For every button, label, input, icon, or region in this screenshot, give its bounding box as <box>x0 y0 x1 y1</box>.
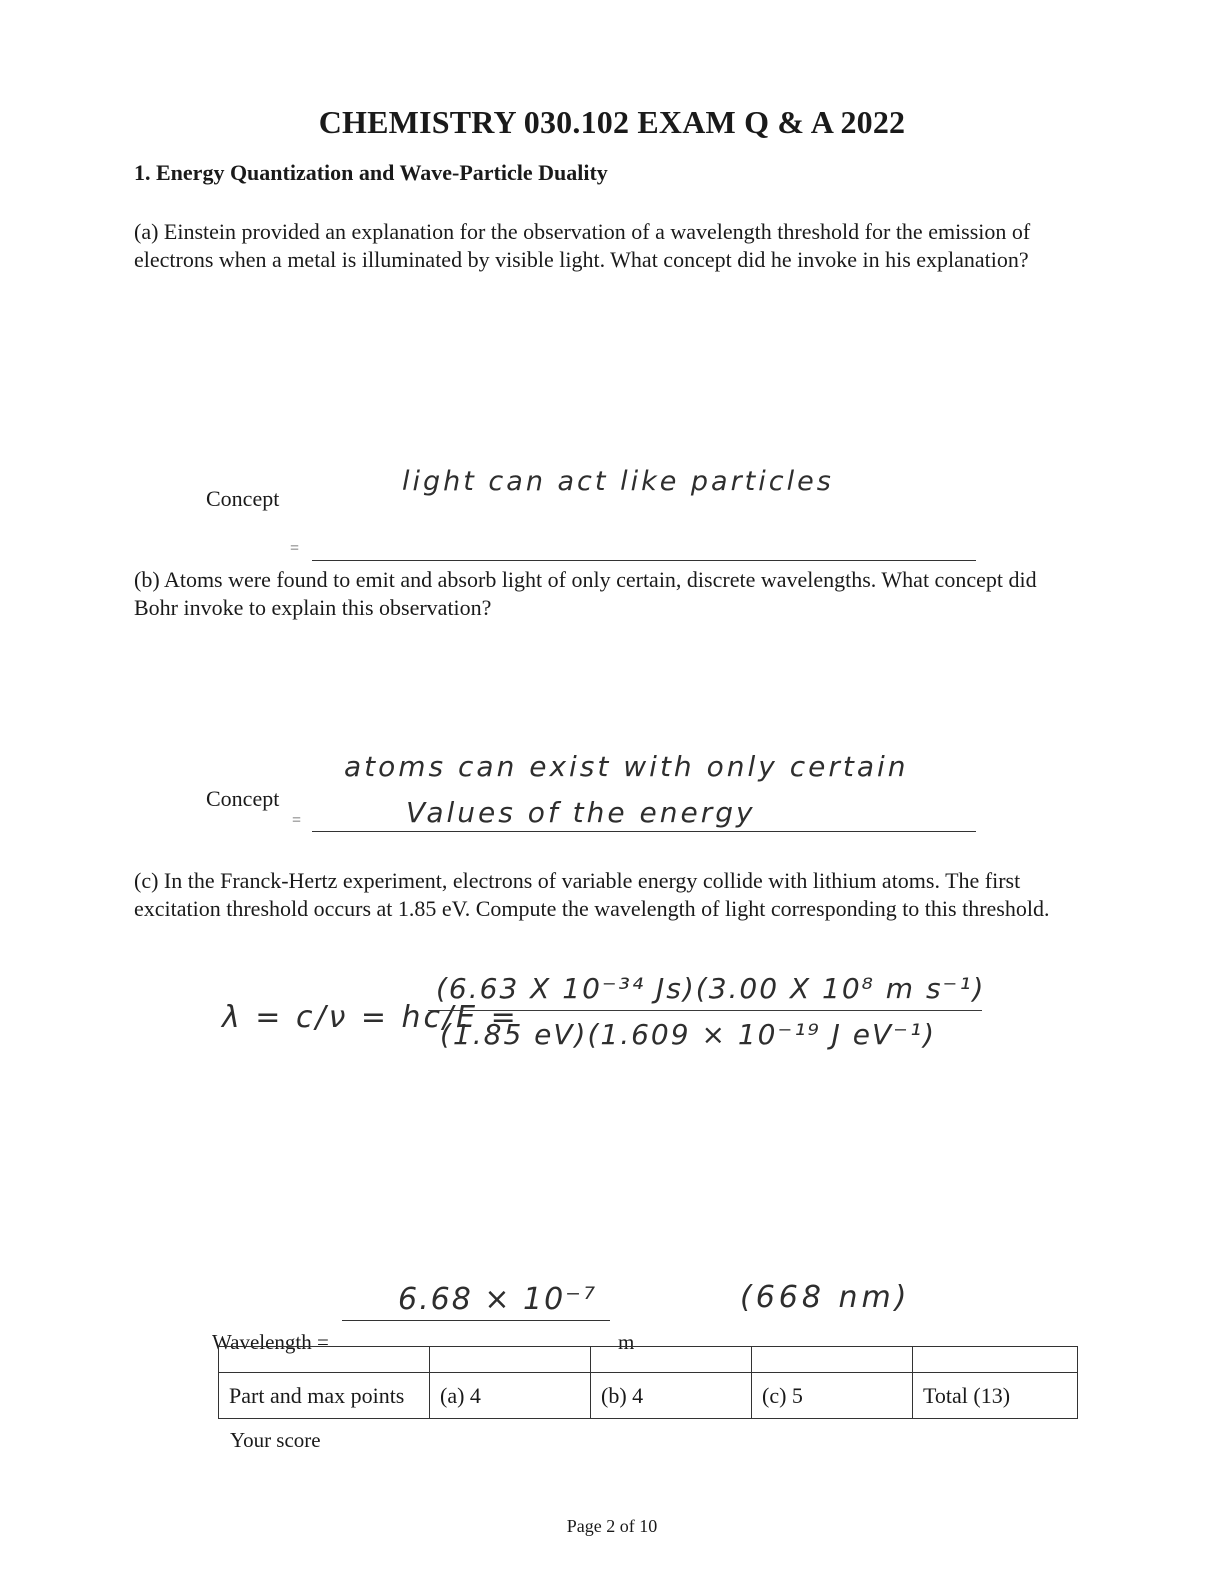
question-b-handwritten-line-2: Values of the energy <box>406 796 756 829</box>
section-heading: 1. Energy Quantization and Wave-Particle Duality <box>134 160 608 185</box>
question-a-handwritten-answer: light can act like particles <box>402 466 834 497</box>
question-c-text: (c) In the Franck-Hertz experiment, electrons of variable energy collide with lithium atoms. The first excitation threshold occurs at 1.85 eV. Compute the wavelength of light corresponding to this threshold. <box>134 868 1050 921</box>
score-table-cell-a: (a) 4 <box>430 1373 591 1419</box>
question-a-equals: = <box>290 540 300 557</box>
score-table <box>218 1346 1078 1419</box>
page-title: CHEMISTRY 030.102 EXAM Q & A 2022 <box>318 104 906 140</box>
score-table-blank-row <box>219 1347 1078 1373</box>
question-c-handwritten-denominator: (1.85 eV)(1.609 × 10⁻¹⁹ J eV⁻¹) <box>440 1018 937 1051</box>
question-b-equals: = <box>292 812 302 829</box>
your-score-label: Your score <box>230 1428 321 1452</box>
question-c-handwritten-lhs: λ = c/ν = hc/E = <box>222 1000 519 1035</box>
question-c-handwritten-numerator: (6.63 X 10⁻³⁴ Js)(3.00 X 10⁸ m s⁻¹) <box>436 972 986 1005</box>
question-c-wavelength-label: Wavelength = <box>212 1330 329 1354</box>
question-c-fraction-bar <box>428 1010 982 1011</box>
score-table-cell-total: Total (13) <box>913 1373 1078 1419</box>
question-a-answer-line <box>312 560 976 561</box>
question-a-text: (a) Einstein provided an explanation for the observation of a wavelength threshold for the emission of electrons when a metal is illuminated by visible light. What concept did he invoke in his explanation? <box>134 219 1031 272</box>
question-c-handwritten-result: 6.68 × 10⁻⁷ <box>398 1282 598 1317</box>
question-b-handwritten-line-1: atoms can exist with only certain <box>344 750 909 783</box>
question-b-answer-line <box>312 831 976 832</box>
score-table-row-label: Part and max points <box>219 1373 430 1419</box>
question-c-result-underline <box>342 1320 610 1321</box>
question-c-unit: m <box>618 1330 635 1354</box>
question-b-concept-label: Concept <box>206 786 280 811</box>
question-a-concept-label: Concept <box>206 486 280 511</box>
page-footer: Page 2 of 10 <box>566 1516 658 1536</box>
question-c-handwritten-result-nm: (668 nm) <box>740 1280 911 1315</box>
question-b-text: (b) Atoms were found to emit and absorb light of only certain, discrete wavelengths. What concept did Bohr invoke to explain this observation? <box>134 567 1037 620</box>
score-table-cell-c: (c) 5 <box>752 1373 913 1419</box>
score-table-cell-b: (b) 4 <box>591 1373 752 1419</box>
score-table-points-row <box>219 1373 1078 1419</box>
